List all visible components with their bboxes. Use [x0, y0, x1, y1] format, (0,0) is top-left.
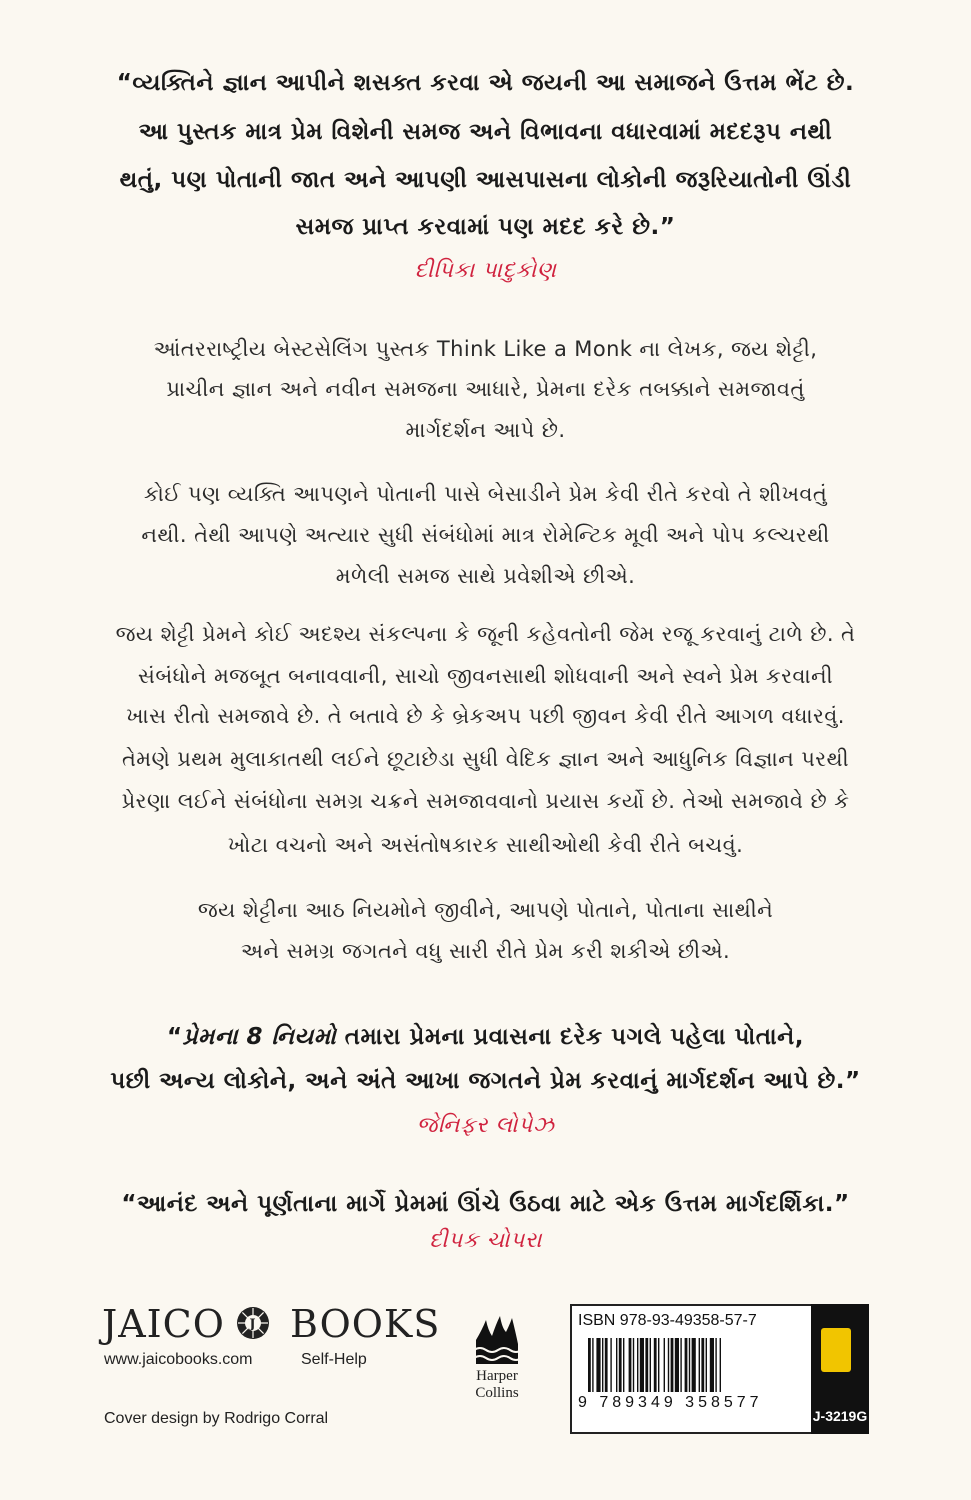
paragraph-line: પ્રેરણા લઈને સંબંધોના સમગ્ર ચક્રને સમજાવવાનો પ્રયાસ કર્યો છે. તેઓ સમજાવે છે કે — [121, 789, 850, 813]
paragraph-line: સંબંધોને મજબૂત બનાવવાની, સાચો જીવનસાથી શોધવાની અને સ્વને પ્રેમ કરવાની — [137, 664, 834, 688]
quote-attribution: જેનિફર લોપેઝ — [416, 1113, 555, 1138]
barcode-bar — [623, 1338, 624, 1392]
paragraph-line: ખોટા વચનો અને અસંતોષકારક સાથીઓથી કેવી રીતે બચવું. — [227, 833, 744, 857]
barcode-bar — [664, 1338, 665, 1392]
paragraph-line: ખાસ રીતો સમજાવે છે. તે બતાવે છે કે બ્રેકઅપ પછી જીવન કેવી રીતે આગળ વધારવું. — [126, 704, 845, 728]
barcode-bar — [654, 1338, 657, 1392]
barcode-bar — [715, 1338, 716, 1392]
ebook-available-icon — [821, 1328, 851, 1372]
barcode-bar — [602, 1338, 603, 1392]
top-quote-line: સમજ પ્રાપ્ત કરવામાં પણ મદદ કરે છે.” — [295, 214, 676, 240]
top-quote-line: આ પુસ્તક માત્ર પ્રેમ વિશેની સમજ અને વિભાવના વધારવામાં મદદરૂપ નથી — [138, 119, 833, 145]
cover-design-credit: Cover design by Rodrigo Corral — [104, 1410, 329, 1427]
barcode-bar — [633, 1338, 634, 1392]
barcode-bar — [680, 1338, 681, 1392]
barcode-bar — [610, 1338, 611, 1392]
barcode-bar — [619, 1338, 622, 1392]
quote-line: “આનંદ અને પૂર્ણતાના માર્ગે પ્રેમમાં ઊંચે ઉઠવા માટે એક ઉત્તમ માર્ગદર્શિકા.” — [121, 1191, 850, 1217]
imprint-line: Harper — [476, 1368, 518, 1384]
paragraph-line: તેમણે પ્રથમ મુલાકાતથી લઈને છૂટાછેડા સુધી વેદિક જ્ઞાન અને આધુનિક વિજ્ઞાન પરથી — [121, 747, 850, 771]
quote-open-mark: “ — [166, 1024, 183, 1050]
logo-word-jaico: JAICO — [102, 1302, 225, 1346]
barcode-bar — [706, 1338, 707, 1392]
barcode-bar — [699, 1338, 700, 1392]
book-title: પ્રેમના 8 નિયમો — [182, 1024, 337, 1050]
paragraph-line: જય શેટ્ટીના આઠ નિયમોને જીવીને, આપણે પોતાને, પોતાના સાથીને — [197, 898, 774, 922]
barcode-bar — [640, 1338, 644, 1392]
book-category: Self-Help — [301, 1351, 367, 1368]
barcode-bar — [675, 1338, 679, 1392]
top-quote-line: થતું, પણ પોતાની જાત અને આપણી આસપાસના લોકોની જરૂરિયાતોની ઊંડી — [119, 167, 852, 193]
isbn-label: ISBN 978-93-49358-57-7 — [578, 1312, 757, 1329]
barcode-bar — [710, 1338, 714, 1392]
jaico-emblem-icon — [236, 1306, 270, 1340]
publisher-website: www.jaicobooks.com — [104, 1351, 253, 1368]
barcode-bars — [588, 1338, 798, 1392]
paragraph-line: નથી. તેથી આપણે અત્યાર સુધી સંબંધોમાં માત્ર રોમેન્ટિક મૂવી અને પોપ કલ્ચરથી — [141, 523, 830, 547]
product-code: J-3219G — [812, 1408, 868, 1424]
barcode-bar — [588, 1338, 591, 1392]
barcode-digits: 9 789349 358577 — [578, 1394, 763, 1411]
barcode-bar — [658, 1338, 659, 1392]
barcode-bar — [650, 1338, 651, 1392]
logo-word-books: BOOKS — [290, 1302, 441, 1346]
barcode-bar — [671, 1338, 674, 1392]
top-quote-attribution: દીપિકા પાદુકોણ — [414, 258, 557, 283]
barcode-bar — [689, 1338, 690, 1392]
paragraph-line: આંતરરાષ્ટ્રીય બેસ્ટસેલિંગ પુસ્તક Think Like a Monk ના લેખક, જય શેટ્ટી, — [153, 337, 818, 361]
top-quote-line: “વ્યક્તિને જ્ઞાન આપીને શસક્ત કરવા એ જયની આ સમાજને ઉત્તમ ભેંટ છે. — [116, 70, 855, 96]
barcode-bar — [596, 1338, 600, 1392]
imprint-line: Collins — [475, 1385, 519, 1401]
barcode-bar — [685, 1338, 688, 1392]
barcode-bar — [637, 1338, 638, 1392]
quote-line: પછી અન્ય લોકોને, અને અંતે આખા જગતને પ્રેમ કરવાનું માર્ગદર્શન આપે છે.” — [110, 1068, 861, 1094]
barcode-bar — [720, 1338, 721, 1392]
paragraph-line: મળેલી સમજ સાથે પ્રવેશીએ છીએ. — [335, 564, 636, 588]
harpercollins-wordmark — [460, 1368, 534, 1402]
jaico-books-logo — [102, 1302, 441, 1348]
emblem-letter: J — [249, 1317, 257, 1332]
paragraph-line: પ્રાચીન જ્ઞાન અને નવીન સમજના આધારે, પ્રેમના દરેક તબક્કાને સમજાવતું — [166, 377, 805, 401]
quote-line — [0, 1024, 971, 1050]
barcode-bar — [629, 1338, 632, 1392]
quote-attribution: દીપક ચોપરા — [428, 1228, 543, 1253]
paragraph-line: જય શેટ્ટી પ્રેમને કોઈ અદશ્ય સંકલ્પના કે જૂની કહેવતોની જેમ રજૂ કરવાનું ટાળે છે. તે — [115, 622, 856, 646]
barcode-bar — [701, 1338, 704, 1392]
barcode-bar — [692, 1338, 696, 1392]
barcode-bar — [645, 1338, 648, 1392]
paragraph-line: કોઈ પણ વ્યક્તિ આપણને પોતાની પાસે બેસાડીને પ્રેમ કેવી રીતે કરવો તે શીખવતું — [143, 482, 828, 506]
paragraph-line: અને સમગ્ર જગતને વધુ સારી રીતે પ્રેમ કરી શકીએ છીએ. — [240, 939, 731, 963]
paragraph-line: માર્ગદર્શન આપે છે. — [405, 418, 566, 442]
barcode-bar — [592, 1338, 593, 1392]
barcode-bar — [668, 1338, 669, 1392]
barcode-bar — [605, 1338, 608, 1392]
barcode-bar — [616, 1338, 617, 1392]
quote-line-rest: તમારા પ્રેમના પ્રવાસના દરેક પગલે પહેલા પોતાને, — [336, 1024, 804, 1050]
